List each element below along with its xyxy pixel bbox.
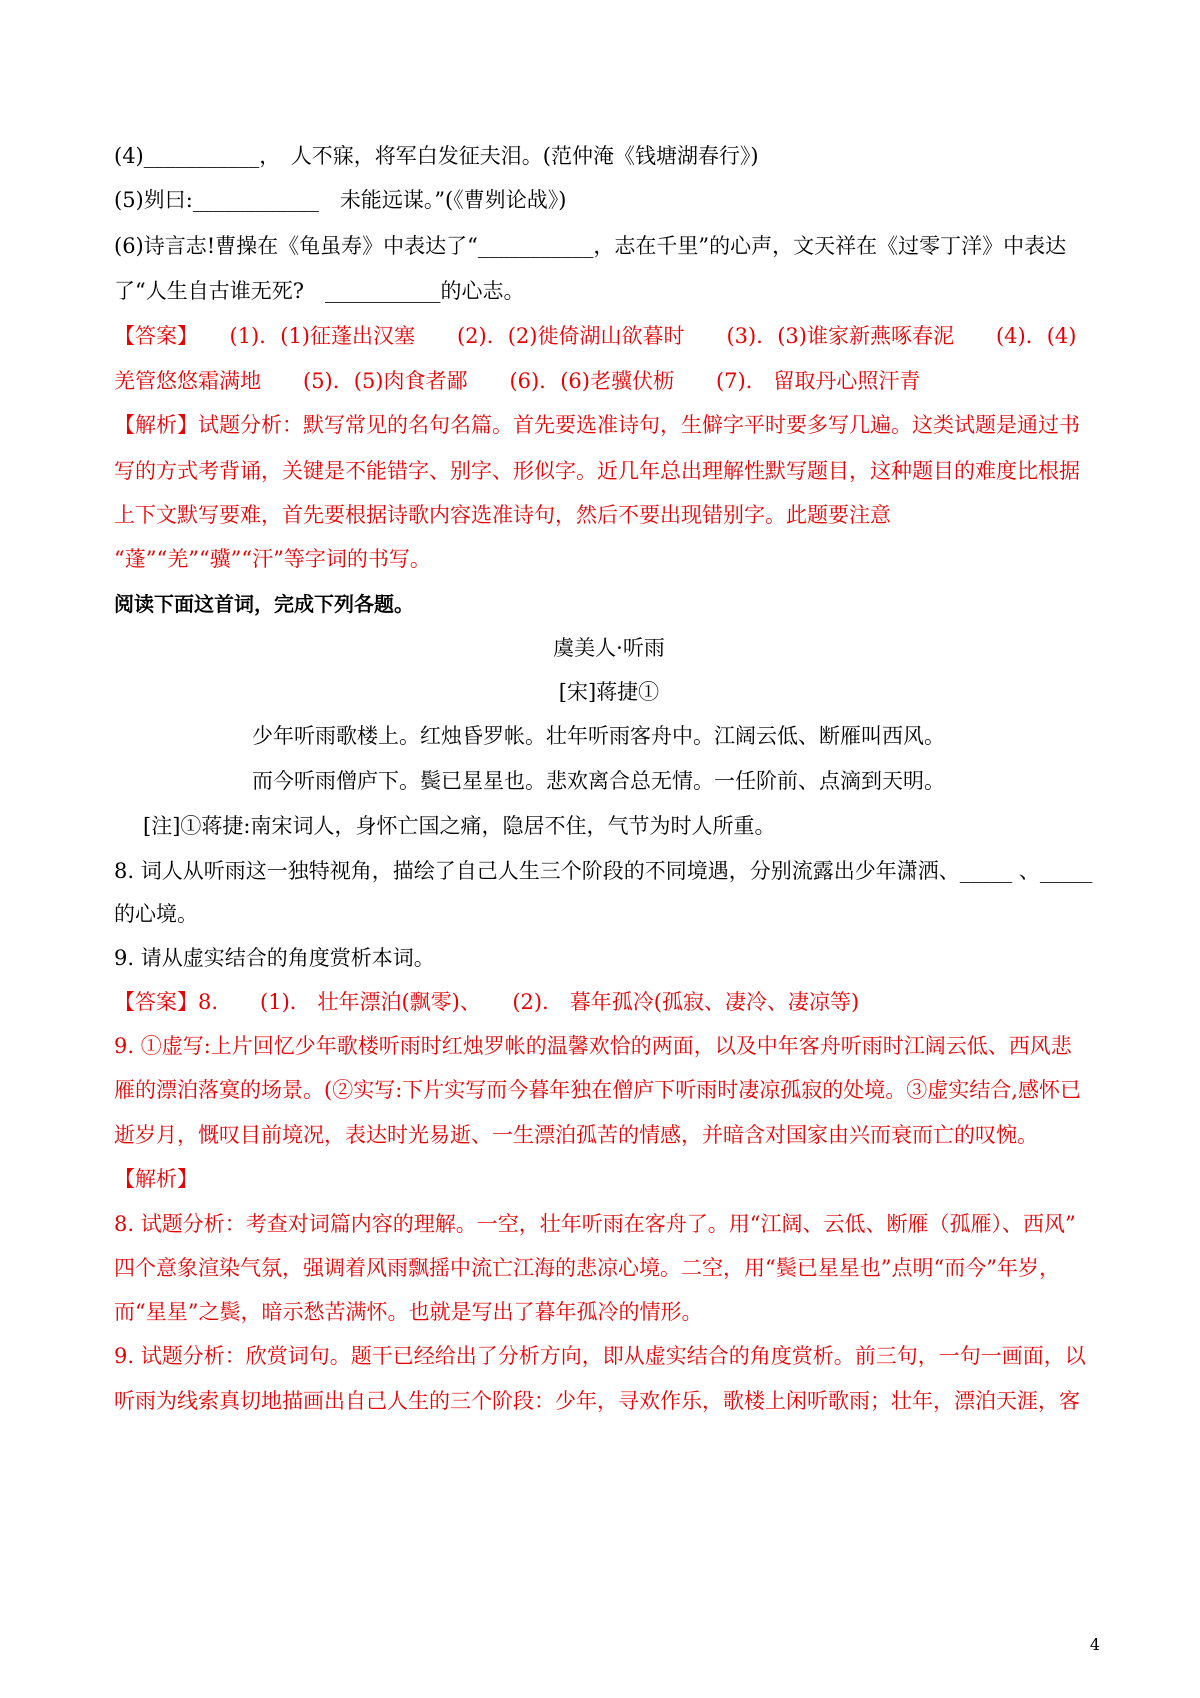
reading-instruction: 阅读下面这首词，完成下列各题。 — [114, 592, 414, 616]
poem-line1: 少年听雨歌楼上。红烛昏罗帐。壮年听雨客舟中。江阔云低、断雁叫西风。 — [252, 724, 945, 748]
analysis-9-line2: 听雨为线索真切地描画出自己人生的三个阶段：少年，寻欢作乐，歌楼上闲听歌雨；壮年，漂泊天涯，客 — [114, 1389, 1080, 1413]
question-6-line1: (6)诗言志!曹操在《龟虽寿》中表达了“___________，志在千里”的心声，文天祥在《过零丁洋》中表达 — [114, 234, 1067, 258]
answer-8: 【答案】8. (1)． 壮年漂泊(飘零)、 (2)． 暮年孤冷(孤寂、凄冷、凄凉等) — [114, 990, 860, 1014]
analysis-8-line2: 四个意象渲染气氛，强调着风雨飘摇中流亡江海的悲凉心境。二空，用“鬓已星星也”点明“而今”年岁， — [114, 1256, 1060, 1280]
answer-line2: 羌管悠悠霜满地 (5)．(5)肉食者鄙 (6)．(6)老骥伏枥 (7)． 留取丹心照汗青 — [114, 369, 921, 393]
answer-9-line1: 9. ①虚写:上片回忆少年歌楼听雨时红烛罗帐的温馨欢恰的两面，以及中年客舟听雨时江阔云低、西风悲 — [114, 1034, 1072, 1058]
question-4: (4)___________， 人不寐，将军白发征夫泪。(范仲淹《钱塘湖春行》) — [114, 144, 759, 168]
answer-line1: 【答案】 (1)．(1)征蓬出汉塞 (2)．(2)徙倚湖山欲暮时 (3)．(3)谁家新燕啄春泥 (4)．(4) — [114, 324, 1077, 348]
analysis-line3: 上下文默写要难，首先要根据诗歌内容选准诗句，然后不要出现错别字。此题要注意 — [114, 503, 891, 527]
question-9: 9. 请从虚实结合的角度赏析本词。 — [114, 946, 435, 970]
question-8-line1: 8. 词人从听雨这一独特视角，描绘了自己人生三个阶段的不同境遇，分别流露出少年潇洒、_____ 、_____ — [114, 859, 1093, 883]
poem-author: [宋]蒋捷① — [558, 680, 660, 704]
question-8-line2: 的心境。 — [114, 902, 198, 926]
analysis-8-line1: 8. 试题分析：考查对词篇内容的理解。一空，壮年听雨在客舟了。用“江阔、云低、断雁（孤雁）、西风” — [114, 1212, 1076, 1236]
analysis-heading: 【解析】 — [114, 1167, 198, 1191]
question-6-line2: 了“人生自古谁无死? ___________的心志。 — [114, 279, 525, 303]
poem-note: [注]①蒋捷:南宋词人，身怀亡国之痛，隐居不住，气节为时人所重。 — [143, 814, 776, 838]
analysis-line4: “蓬”“羌”“骥”“汗”等字词的书写。 — [114, 547, 431, 571]
page-number: 4 — [1089, 1635, 1100, 1654]
poem-line2: 而今听雨僧庐下。鬓已星星也。悲欢离合总无情。一任阶前、点滴到天明。 — [252, 769, 945, 793]
analysis-line1: 【解析】试题分析：默写常见的名句名篇。首先要选准诗句，生僻字平时要多写几遍。这类试题是通过书 — [114, 413, 1080, 437]
question-5: (5)刿曰:____________ 未能远谋。”(《曹刿论战》) — [114, 188, 567, 212]
analysis-line2: 写的方式考背诵，关键是不能错字、别字、形似字。近几年总出理解性默写题目，这种题目的难度比根据 — [114, 459, 1080, 483]
analysis-8-line3: 而“星星”之鬓，暗示愁苦满怀。也就是写出了暮年孤冷的情形。 — [114, 1300, 703, 1324]
poem-title: 虞美人·听雨 — [553, 636, 665, 660]
analysis-9-line1: 9. 试题分析：欣赏词句。题干已经给出了分析方向，即从虚实结合的角度赏析。前三句，一句一画面，以 — [114, 1344, 1086, 1368]
answer-9-line3: 逝岁月，慨叹目前境况，表达时光易逝、一生漂泊孤苦的情感，并暗含对国家由兴而衰而亡的叹惋。 — [114, 1123, 1038, 1147]
answer-9-line2: 雁的漂泊落寞的场景。(②实写:下片实写而今暮年独在僧庐下听雨时凄凉孤寂的处境。③虚实结合,感怀已 — [114, 1078, 1081, 1102]
